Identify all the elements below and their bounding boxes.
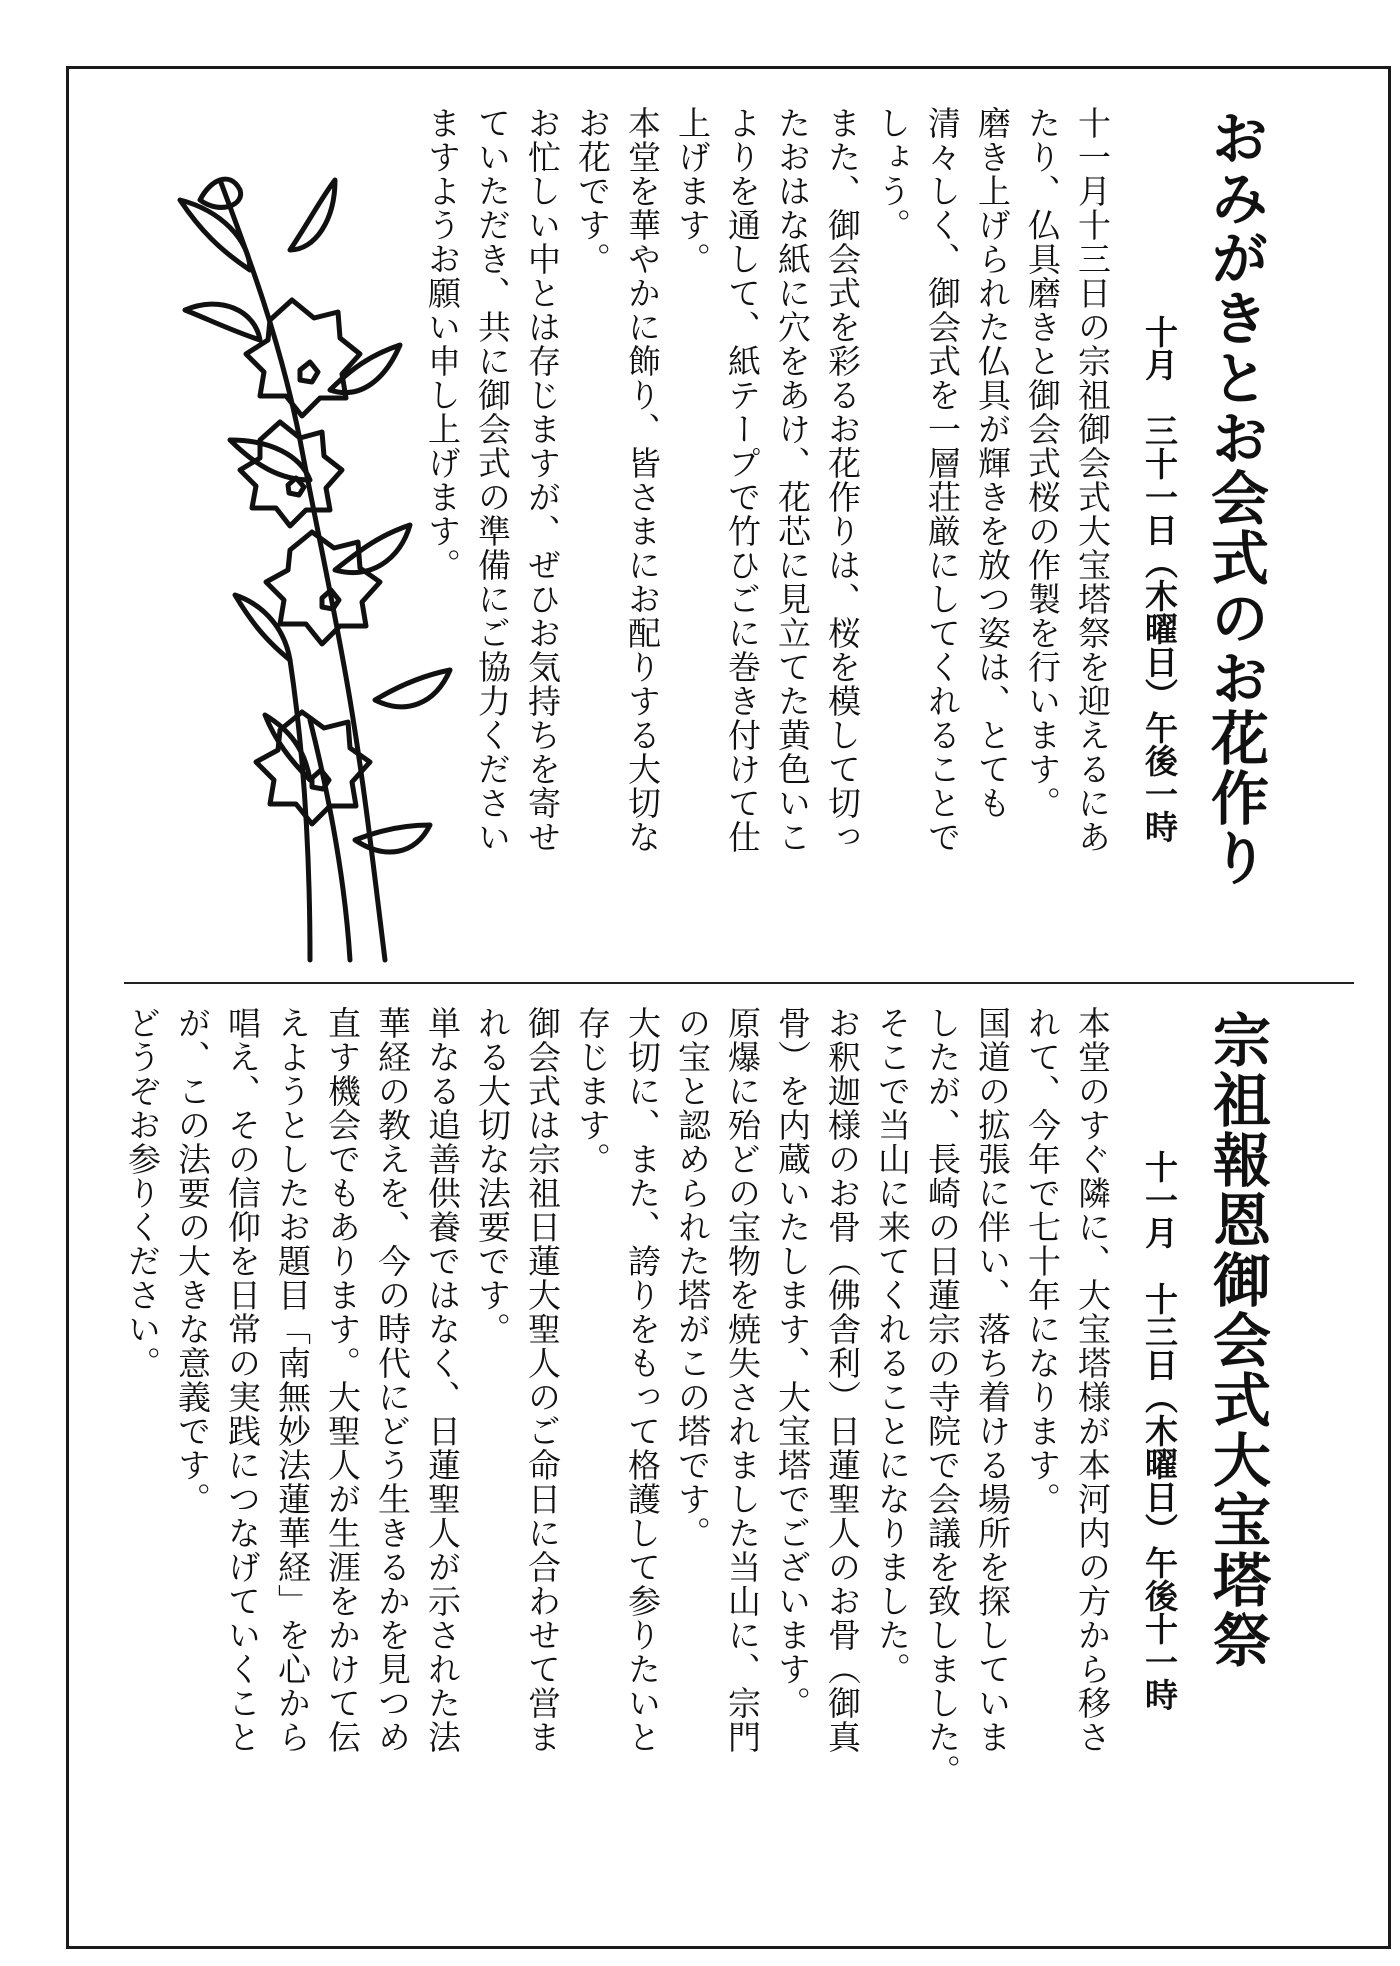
text-line: ますようお願い申し上げます。 <box>423 106 462 582</box>
section1-title: おみがきとお会式のお花作り <box>1201 108 1269 888</box>
text-line: お釈迦様のお骨（佛舎利）日蓮聖人のお骨（御真 <box>823 1006 862 1754</box>
text-line: えようとしたお題目「南無妙法蓮華経」を心から <box>273 1006 312 1754</box>
text-line: お忙しい中とは存じますが、ぜひお気持ちを寄せ <box>523 106 562 854</box>
text-line: 十一月十三日の宗祖御会式大宝塔祭を迎えるにあ <box>1073 106 1112 854</box>
text-line: お花です。 <box>573 106 612 276</box>
text-line: 存じます。 <box>573 1006 612 1176</box>
text-line: 骨）を内蔵いたします、大宝塔でございます。 <box>773 1006 812 1720</box>
text-line: 国道の拡張に伴い、落ち着ける場所を探していま <box>973 1006 1012 1754</box>
text-line: しょう。 <box>873 106 912 242</box>
text-line: 直す機会でもあります。大聖人が生涯をかけて伝 <box>323 1006 362 1754</box>
text-line: 清々しく、御会式を一層荘厳にしてくれることで <box>923 106 962 854</box>
text-line: が、この法要の大きな意義です。 <box>173 1006 212 1516</box>
text-line: 本堂を華やかに飾り、皆さまにお配りする大切な <box>623 106 662 854</box>
text-line: 原爆に殆どの宝物を焼失されました当山に、宗門 <box>723 1006 762 1754</box>
text-line: 大切に、また、誇りをもって格護して参りたいと <box>623 1006 662 1754</box>
text-line: したが、長崎の日蓮宗の寺院で会議を致しました。 <box>923 1006 962 1788</box>
text-line: そこで当山に来てくれることになりました。 <box>873 1006 912 1686</box>
text-line: 磨き上げられた仏具が輝きを放つ姿は、とても <box>973 106 1012 820</box>
text-line: 華経の教えを、今の時代にどう生きるかを見つめ <box>373 1006 412 1754</box>
text-line: また、御会式を彩るお花作りは、桜を模して切っ <box>823 106 862 854</box>
section1-date: 十月 三十一日（木曜日）午後一時 <box>1140 315 1179 843</box>
text-line: どうぞお参りください。 <box>123 1006 162 1380</box>
text-line: の宝と認められた塔がこの塔です。 <box>673 1006 712 1550</box>
cherry-blossom-branch-icon <box>160 140 480 970</box>
section2-title: 宗祖報恩御会式大宝塔祭 <box>1203 1010 1271 1670</box>
text-line: れる大切な法要です。 <box>473 1006 512 1346</box>
section2-body <box>117 1006 1117 1941</box>
section2-date: 十一月 十三日（木曜日）午後十一時 <box>1140 1150 1179 1711</box>
text-line: 御会式は宗祖日蓮大聖人のご命日に合わせて営ま <box>523 1006 562 1754</box>
text-line: たおはな紙に穴をあけ、花芯に見立てた黄色いこ <box>773 106 812 854</box>
text-line: れて、今年で七十年になります。 <box>1023 1006 1062 1516</box>
section-divider <box>124 982 1354 984</box>
text-line: ていただき、共に御会式の準備にご協力ください <box>473 106 512 854</box>
text-line: たり、仏具磨きと御会式桜の作製を行います。 <box>1023 106 1062 820</box>
text-line: よりを通して、紙テープで竹ひごに巻き付けて仕 <box>723 106 762 854</box>
section1-body <box>417 106 1117 966</box>
text-line: 単なる追善供養ではなく、日蓮聖人が示された法 <box>423 1006 462 1754</box>
text-line: 上げます。 <box>673 106 712 276</box>
text-line: 唱え、その信仰を日常の実践につなげていくこと <box>223 1006 262 1754</box>
text-line: 本堂のすぐ隣に、大宝塔様が本河内の方から移さ <box>1073 1006 1112 1754</box>
